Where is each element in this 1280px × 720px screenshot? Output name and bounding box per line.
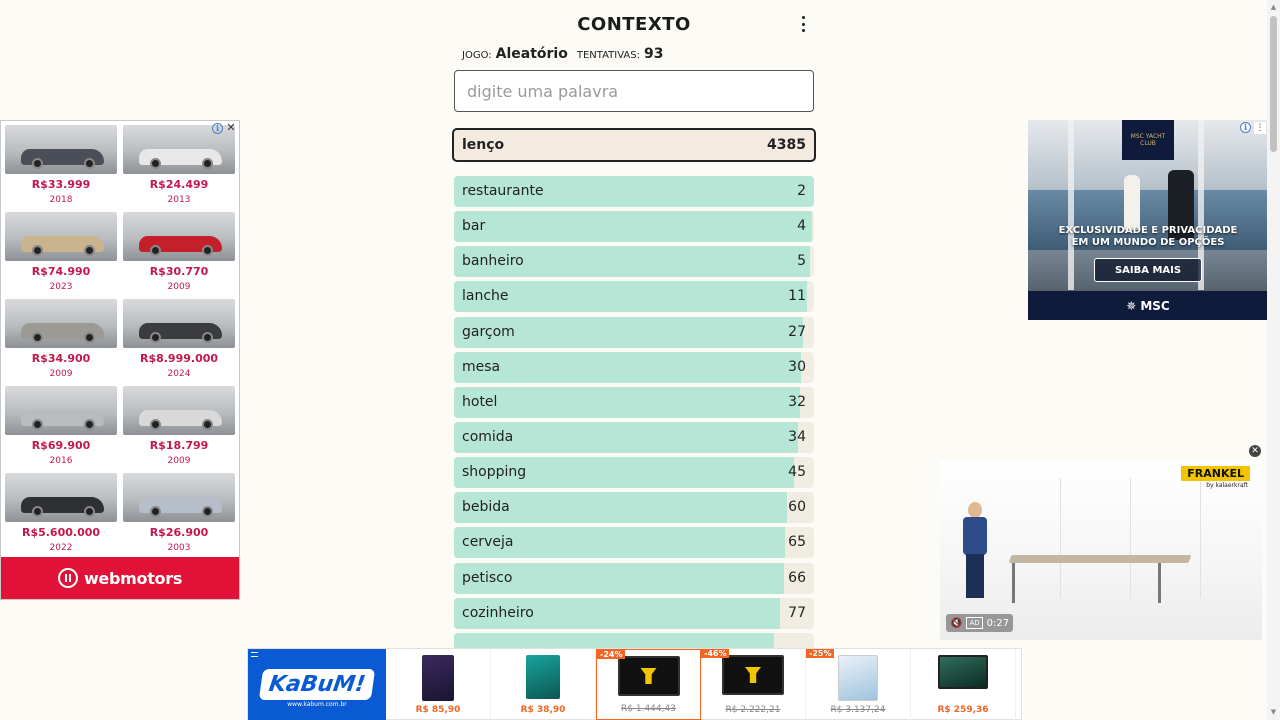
mute-icon[interactable]: 🔇	[950, 617, 963, 629]
ad-controls	[1240, 122, 1266, 134]
guess-distance: 77	[788, 604, 806, 621]
car-year: 2013	[167, 195, 191, 205]
mode-label: JOGO:	[462, 50, 492, 61]
video-controls	[946, 614, 1013, 632]
car-price: R$33.999	[31, 178, 91, 191]
scroll-down-icon[interactable]: ▼	[1270, 708, 1277, 716]
frankel-logo: FRANKEL	[1181, 466, 1250, 481]
wheel	[202, 245, 213, 256]
car-price: R$34.900	[31, 352, 91, 365]
product-card[interactable]	[491, 649, 596, 720]
ad-info-icon[interactable]: i	[1240, 122, 1251, 133]
headline-line: EM UM MUNDO DE OPÇÕES	[1071, 237, 1225, 248]
guess-row	[454, 492, 814, 523]
car-price: R$8.999.000	[139, 352, 219, 365]
closeness-bar	[454, 211, 812, 242]
msc-ad[interactable]	[1028, 120, 1268, 320]
saiba-mais-button[interactable]: SAIBA MAIS	[1094, 258, 1202, 282]
car-listing[interactable]	[123, 386, 235, 468]
product-price: R$ 3.137,24	[830, 705, 886, 715]
car-year: 2009	[49, 369, 73, 379]
scrollbar-thumb[interactable]	[1270, 16, 1277, 152]
discount-badge: -25%	[806, 649, 834, 658]
worker-legs	[966, 554, 984, 598]
car-price: R$5.600.000	[21, 526, 101, 539]
wheel	[84, 158, 95, 169]
ad-controls	[212, 121, 237, 135]
guess-distance: 11	[788, 288, 806, 305]
wheel	[150, 506, 161, 517]
guess-word: mesa	[462, 358, 501, 375]
car-photo	[5, 473, 117, 522]
car-grid	[5, 125, 237, 555]
car-listing[interactable]	[5, 299, 117, 381]
msc-logo-text: MSC	[1140, 298, 1170, 313]
wheel	[84, 332, 95, 343]
product-strip	[386, 649, 1016, 719]
worker-torso	[963, 517, 987, 555]
wheel	[32, 245, 43, 256]
car-photo	[5, 212, 117, 261]
page-title: CONTEXTO	[577, 13, 691, 35]
last-guess-row	[452, 128, 816, 162]
mode-value: Aleatório	[495, 46, 568, 62]
product-image	[526, 655, 560, 699]
table-leg	[1012, 563, 1015, 603]
guess-row	[454, 457, 814, 488]
car-photo	[5, 299, 117, 348]
guess-word: restaurante	[462, 183, 544, 199]
kabum-logo-box	[259, 669, 376, 700]
webmotors-brand-bar[interactable]	[1, 557, 239, 599]
ad-menu-icon[interactable]: ⋮	[1255, 123, 1265, 133]
wheel	[150, 419, 161, 430]
wheel	[84, 245, 95, 256]
webmotors-logo-icon	[58, 568, 78, 588]
more-menu-button[interactable]	[798, 15, 808, 33]
guess-row	[454, 246, 814, 277]
guess-distance: 60	[788, 499, 806, 516]
wheel	[32, 506, 43, 517]
product-price: R$ 85,90	[415, 705, 461, 715]
product-card[interactable]	[806, 649, 911, 720]
product-price: R$ 38,90	[520, 705, 566, 715]
guess-list	[454, 176, 814, 664]
car-ad[interactable]	[0, 120, 240, 600]
car-price: R$26.900	[149, 526, 209, 539]
guess-word: comida	[462, 428, 514, 445]
car-listing[interactable]	[123, 473, 235, 555]
ad-close-icon[interactable]: ✕	[226, 121, 236, 134]
guess-row	[454, 352, 814, 383]
discount-badge: -46%	[701, 649, 729, 658]
video-ad[interactable]	[940, 460, 1262, 640]
car-year: 2003	[167, 543, 191, 553]
worker-head	[968, 502, 982, 518]
car-price: R$74.990	[31, 265, 91, 278]
product-image	[722, 655, 784, 695]
car-year: 2009	[167, 282, 191, 292]
guess-distance: 4	[797, 218, 806, 235]
guess-row	[454, 598, 814, 629]
last-guess-distance: 4385	[767, 137, 806, 153]
wheel	[150, 245, 161, 256]
msc-yacht-club-badge	[1122, 120, 1174, 160]
menu-lines-icon	[251, 652, 258, 657]
attempts-value: 93	[643, 46, 664, 62]
guess-distance: 65	[788, 534, 806, 551]
guess-distance: 2	[797, 183, 806, 199]
product-card[interactable]	[911, 649, 1016, 720]
guess-distance: 5	[797, 253, 806, 270]
kabum-logo[interactable]	[248, 649, 386, 720]
guess-word: petisco	[462, 569, 513, 586]
wheel	[32, 158, 43, 169]
car-photo	[5, 386, 117, 435]
car-photo	[123, 212, 235, 261]
video-time: 0:27	[986, 617, 1010, 629]
msc-footer	[1028, 291, 1268, 320]
frankel-sub: by kalaerkraft	[1206, 482, 1248, 489]
window-frame	[1068, 120, 1074, 290]
guess-row	[454, 563, 814, 594]
product-image	[838, 655, 878, 701]
car-listing[interactable]	[5, 386, 117, 468]
wheel	[202, 158, 213, 169]
car-price: R$69.900	[31, 439, 91, 452]
wheel	[202, 332, 213, 343]
car-year: 2009	[167, 456, 191, 466]
guess-row	[454, 211, 814, 242]
last-guess-word: lenço	[462, 137, 505, 153]
car-listing[interactable]	[123, 125, 235, 207]
closeness-bar	[454, 352, 801, 383]
wall-line	[1130, 478, 1131, 598]
guess-row	[454, 317, 814, 348]
table-figure	[1009, 555, 1192, 563]
guess-word: cerveja	[462, 534, 514, 551]
word-input[interactable]	[454, 70, 814, 112]
webmotors-brand: webmotors	[83, 568, 183, 588]
car-listing[interactable]	[5, 125, 117, 207]
page-scrollbar[interactable]	[1267, 0, 1280, 720]
discount-badge: -24%	[597, 650, 625, 659]
game-panel	[454, 0, 814, 668]
car-photo	[5, 125, 117, 174]
car-photo	[123, 473, 235, 522]
wheel	[84, 419, 95, 430]
ad-tag: AD	[966, 617, 982, 629]
compass-icon: ✵	[1126, 298, 1137, 313]
car-price: R$18.799	[149, 439, 209, 452]
passenger-figure	[1124, 175, 1140, 230]
guess-distance: 66	[788, 569, 806, 586]
dot-icon	[802, 16, 805, 19]
guess-distance: 32	[788, 393, 806, 410]
product-price: R$ 259,36	[937, 705, 989, 715]
car-listing[interactable]	[123, 212, 235, 294]
wheel	[202, 506, 213, 517]
car-listing[interactable]	[5, 473, 117, 555]
car-photo	[123, 386, 235, 435]
car-listing[interactable]	[5, 212, 117, 294]
ad-headline	[1028, 225, 1268, 249]
product-card[interactable]	[596, 649, 701, 720]
guess-word: lanche	[462, 288, 509, 305]
car-year: 2022	[49, 543, 73, 553]
car-year: 2018	[49, 195, 73, 205]
game-info	[454, 46, 814, 62]
guess-word: cozinheiro	[462, 604, 534, 621]
wall-line	[1200, 478, 1201, 598]
guess-row	[454, 387, 814, 418]
wheel	[202, 419, 213, 430]
dot-icon	[802, 29, 805, 32]
product-price: R$ 2.222,21	[725, 705, 781, 715]
guess-distance: 30	[788, 358, 806, 375]
guess-word: garçom	[462, 323, 515, 340]
guess-word: bar	[462, 218, 486, 235]
wall-line	[1060, 478, 1061, 598]
wheel	[32, 332, 43, 343]
ad-info-icon[interactable]: i	[212, 123, 223, 134]
kabum-domain: www.kabum.com.br	[287, 701, 347, 708]
headline-line: EXCLUSIVIDADE E PRIVACIDADE	[1058, 225, 1238, 236]
guess-row	[454, 422, 814, 453]
wheel	[150, 158, 161, 169]
car-year: 2016	[49, 456, 73, 466]
product-image	[618, 656, 680, 696]
closeness-bar	[454, 387, 800, 418]
car-listing[interactable]	[123, 299, 235, 381]
guess-distance: 27	[788, 323, 806, 340]
car-photo	[123, 299, 235, 348]
worker-figure	[960, 502, 990, 598]
car-year: 2024	[167, 369, 191, 379]
product-price: R$ 1.444,43	[621, 704, 676, 714]
product-card[interactable]	[386, 649, 491, 720]
guess-word: bebida	[462, 499, 510, 516]
header	[454, 0, 814, 48]
car-year: 2023	[49, 282, 73, 292]
guess-word: hotel	[462, 393, 498, 410]
table-leg	[1158, 563, 1161, 603]
product-image	[938, 655, 988, 689]
video-close-icon[interactable]: ✕	[1249, 445, 1261, 457]
product-card[interactable]	[701, 649, 806, 720]
attempts-label: TENTATIVAS:	[576, 50, 640, 61]
dot-icon	[802, 23, 805, 26]
guess-row	[454, 527, 814, 558]
scroll-up-icon[interactable]: ▲	[1270, 3, 1277, 11]
guess-word: banheiro	[462, 253, 524, 270]
car-price: R$24.499	[149, 178, 209, 191]
guess-row	[454, 176, 814, 207]
guess-distance: 45	[788, 464, 806, 481]
badge-text: MSC YACHT CLUB	[1130, 133, 1166, 147]
car-price: R$30.770	[149, 265, 209, 278]
guess-row	[454, 281, 814, 312]
wheel	[32, 419, 43, 430]
wheel	[150, 332, 161, 343]
product-image	[422, 655, 454, 701]
guess-distance: 34	[788, 428, 806, 445]
kabum-name: KaBuM!	[267, 672, 367, 697]
kabum-banner[interactable]	[247, 648, 1022, 720]
wheel	[84, 506, 95, 517]
guess-word: shopping	[462, 464, 527, 481]
